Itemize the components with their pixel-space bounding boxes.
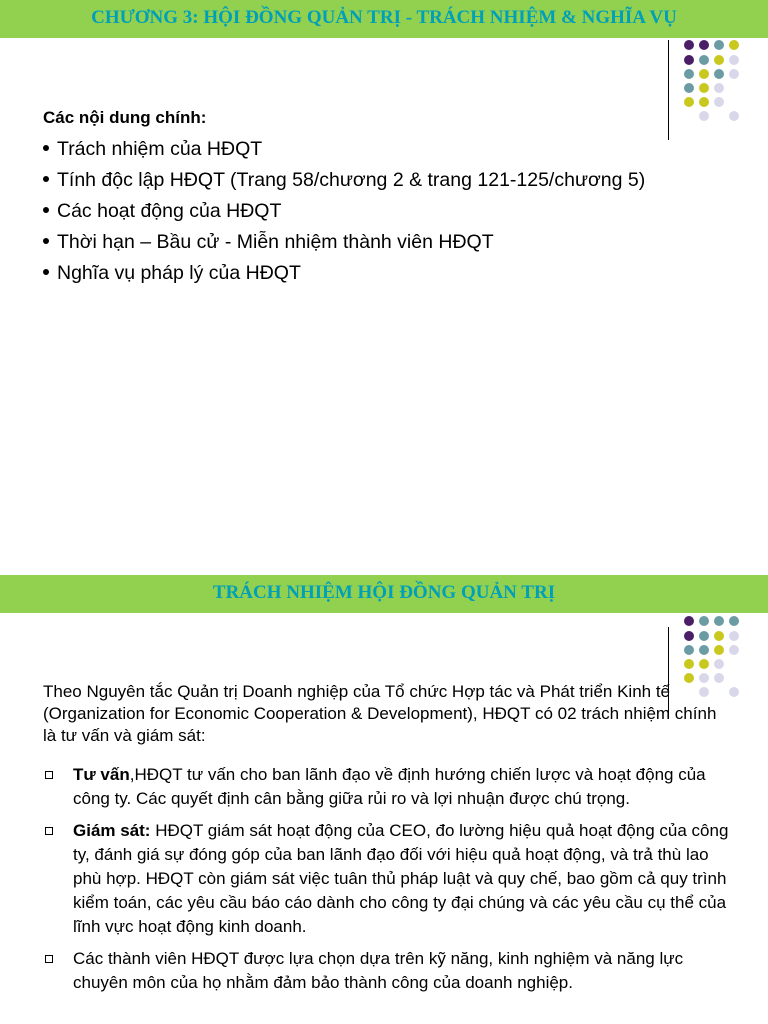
list-item-text: Tính độc lập HĐQT (Trang 58/chương 2 & trang 121-125/chương 5): [57, 169, 646, 191]
subheading: Các nội dung chính:: [43, 108, 207, 127]
dot: [729, 69, 739, 79]
dot: [714, 55, 724, 65]
dot: [699, 83, 709, 93]
slide-2: [0, 575, 768, 1024]
item-text: ,HĐQT tư vấn cho ban lãnh đạo về định hướng chiến lược và hoạt động của công ty. Các quyết định cân bằng giữa rủi ro và lợi nhuận được chú trọng.: [73, 765, 706, 808]
dot: [684, 83, 694, 93]
dot: [729, 645, 739, 655]
dot: [699, 631, 709, 641]
bullet-icon: [43, 145, 49, 151]
list-item-text: Các hoạt động của HĐQT: [57, 200, 282, 222]
slide-title: CHƯƠNG 3: HỘI ĐỒNG QUẢN TRỊ - TRÁCH NHIỆM & NGHĨA VỤ: [0, 0, 768, 38]
bullet-list: [43, 136, 645, 291]
dot: [714, 631, 724, 641]
dot: [684, 659, 694, 669]
list-item: [43, 136, 645, 167]
item-term: Tư vấn: [73, 765, 130, 784]
dot: [699, 659, 709, 669]
dot: [714, 616, 724, 626]
dot: [729, 40, 739, 50]
dot: [684, 40, 694, 50]
dot: [729, 631, 739, 641]
dot: [699, 97, 709, 107]
dot: [729, 55, 739, 65]
dot: [714, 659, 724, 669]
dot: [729, 111, 739, 121]
list-item: [43, 819, 733, 939]
item-text: Các thành viên HĐQT được lựa chọn dựa trên kỹ năng, kinh nghiệm và năng lực chuyên môn của họ nhằm đảm bảo thành công của doanh nghiệp.: [73, 949, 684, 992]
list-item: [43, 229, 645, 260]
dot: [684, 69, 694, 79]
bullet-icon: [43, 269, 49, 275]
dot: [714, 40, 724, 50]
list-item-text: Trách nhiệm của HĐQT: [57, 138, 263, 160]
dot: [714, 69, 724, 79]
dot: [699, 645, 709, 655]
list-item: [43, 198, 645, 229]
dot: [714, 83, 724, 93]
divider-line: [668, 40, 669, 140]
dot: [684, 631, 694, 641]
list-item: [43, 260, 645, 291]
item-text: HĐQT giám sát hoạt động của CEO, đo lường hiệu quả hoạt động của công ty, đánh giá sự đóng góp của ban lãnh đạo đối với hiệu quả hoạt động, và trả thù lao phù hợp. HĐQT còn giám sát việc tuân thủ pháp luật và quy chế, bao gồm cả quy trình kiểm toán, các yêu cầu báo cáo dành cho công ty đại chúng và các yêu cầu cụ thể của lĩnh vực hoạt động kinh doanh.: [73, 821, 729, 936]
dot: [684, 645, 694, 655]
list-item: [43, 947, 733, 995]
list-item: [43, 763, 733, 811]
square-bullet-icon: [45, 771, 53, 779]
dot: [714, 645, 724, 655]
dot: [714, 97, 724, 107]
dot: [699, 69, 709, 79]
item-term: Giám sát:: [73, 821, 151, 840]
list-item: [43, 167, 645, 198]
responsibility-list: [43, 763, 733, 1003]
intro-paragraph: Theo Nguyên tắc Quản trị Doanh nghiệp của Tổ chức Hợp tác và Phát triển Kinh tế (Organization for Economic Cooperation & Development), HĐQT có 02 trách nhiệm chính là tư vấn và giám sát:: [43, 682, 717, 745]
dot: [684, 616, 694, 626]
list-item-text: Nghĩa vụ pháp lý của HĐQT: [57, 262, 301, 284]
list-item-text: Thời hạn – Bầu cử - Miễn nhiệm thành viên HĐQT: [57, 231, 494, 253]
dot: [684, 55, 694, 65]
bullet-icon: [43, 238, 49, 244]
dot: [699, 111, 709, 121]
slide-title: TRÁCH NHIỆM HỘI ĐỒNG QUẢN TRỊ: [0, 575, 768, 613]
bullet-icon: [43, 176, 49, 182]
dot: [699, 40, 709, 50]
square-bullet-icon: [45, 827, 53, 835]
decorative-dots-icon: [684, 40, 764, 122]
square-bullet-icon: [45, 955, 53, 963]
dot: [684, 97, 694, 107]
dot: [729, 616, 739, 626]
dot: [699, 616, 709, 626]
bullet-icon: [43, 207, 49, 213]
dot: [699, 55, 709, 65]
